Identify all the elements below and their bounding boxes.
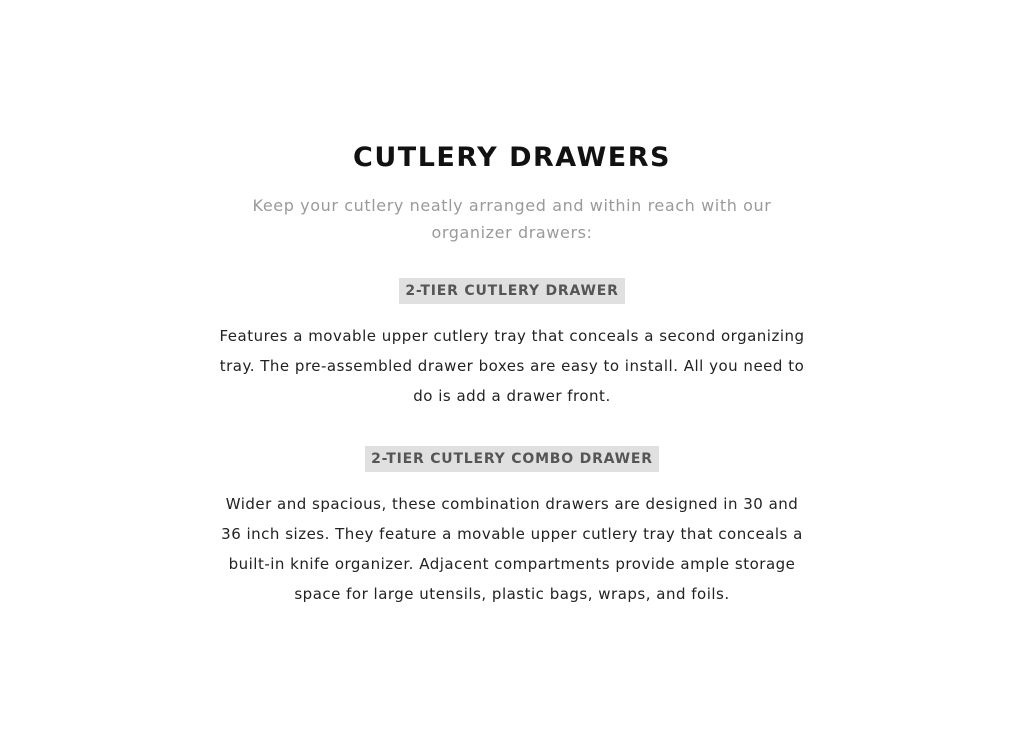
section-description: Wider and spacious, these combination drawers are designed in 30 and 36 inch sizes. They feature a movable upper cutlery tray that conceals a built-in knife organizer. Adjacent compartments provide ample storage space for large utensils, plastic bags, wraps, and foils. [221, 495, 803, 603]
content-block [0, 140, 1024, 609]
section-2-tier-cutlery-combo-drawer [0, 446, 1024, 609]
section-2-tier-cutlery-drawer [0, 278, 1024, 411]
section-label: 2-TIER CUTLERY COMBO DRAWER [365, 446, 659, 472]
page-title: CUTLERY DRAWERS [353, 142, 671, 173]
section-label: 2-TIER CUTLERY DRAWER [399, 278, 624, 304]
page-subtitle: Keep your cutlery neatly arranged and within reach with our organizer drawers: [252, 196, 772, 242]
section-description: Features a movable upper cutlery tray that conceals a second organizing tray. The pre-assembled drawer boxes are easy to install. All you need to do is add a drawer front. [219, 327, 805, 405]
